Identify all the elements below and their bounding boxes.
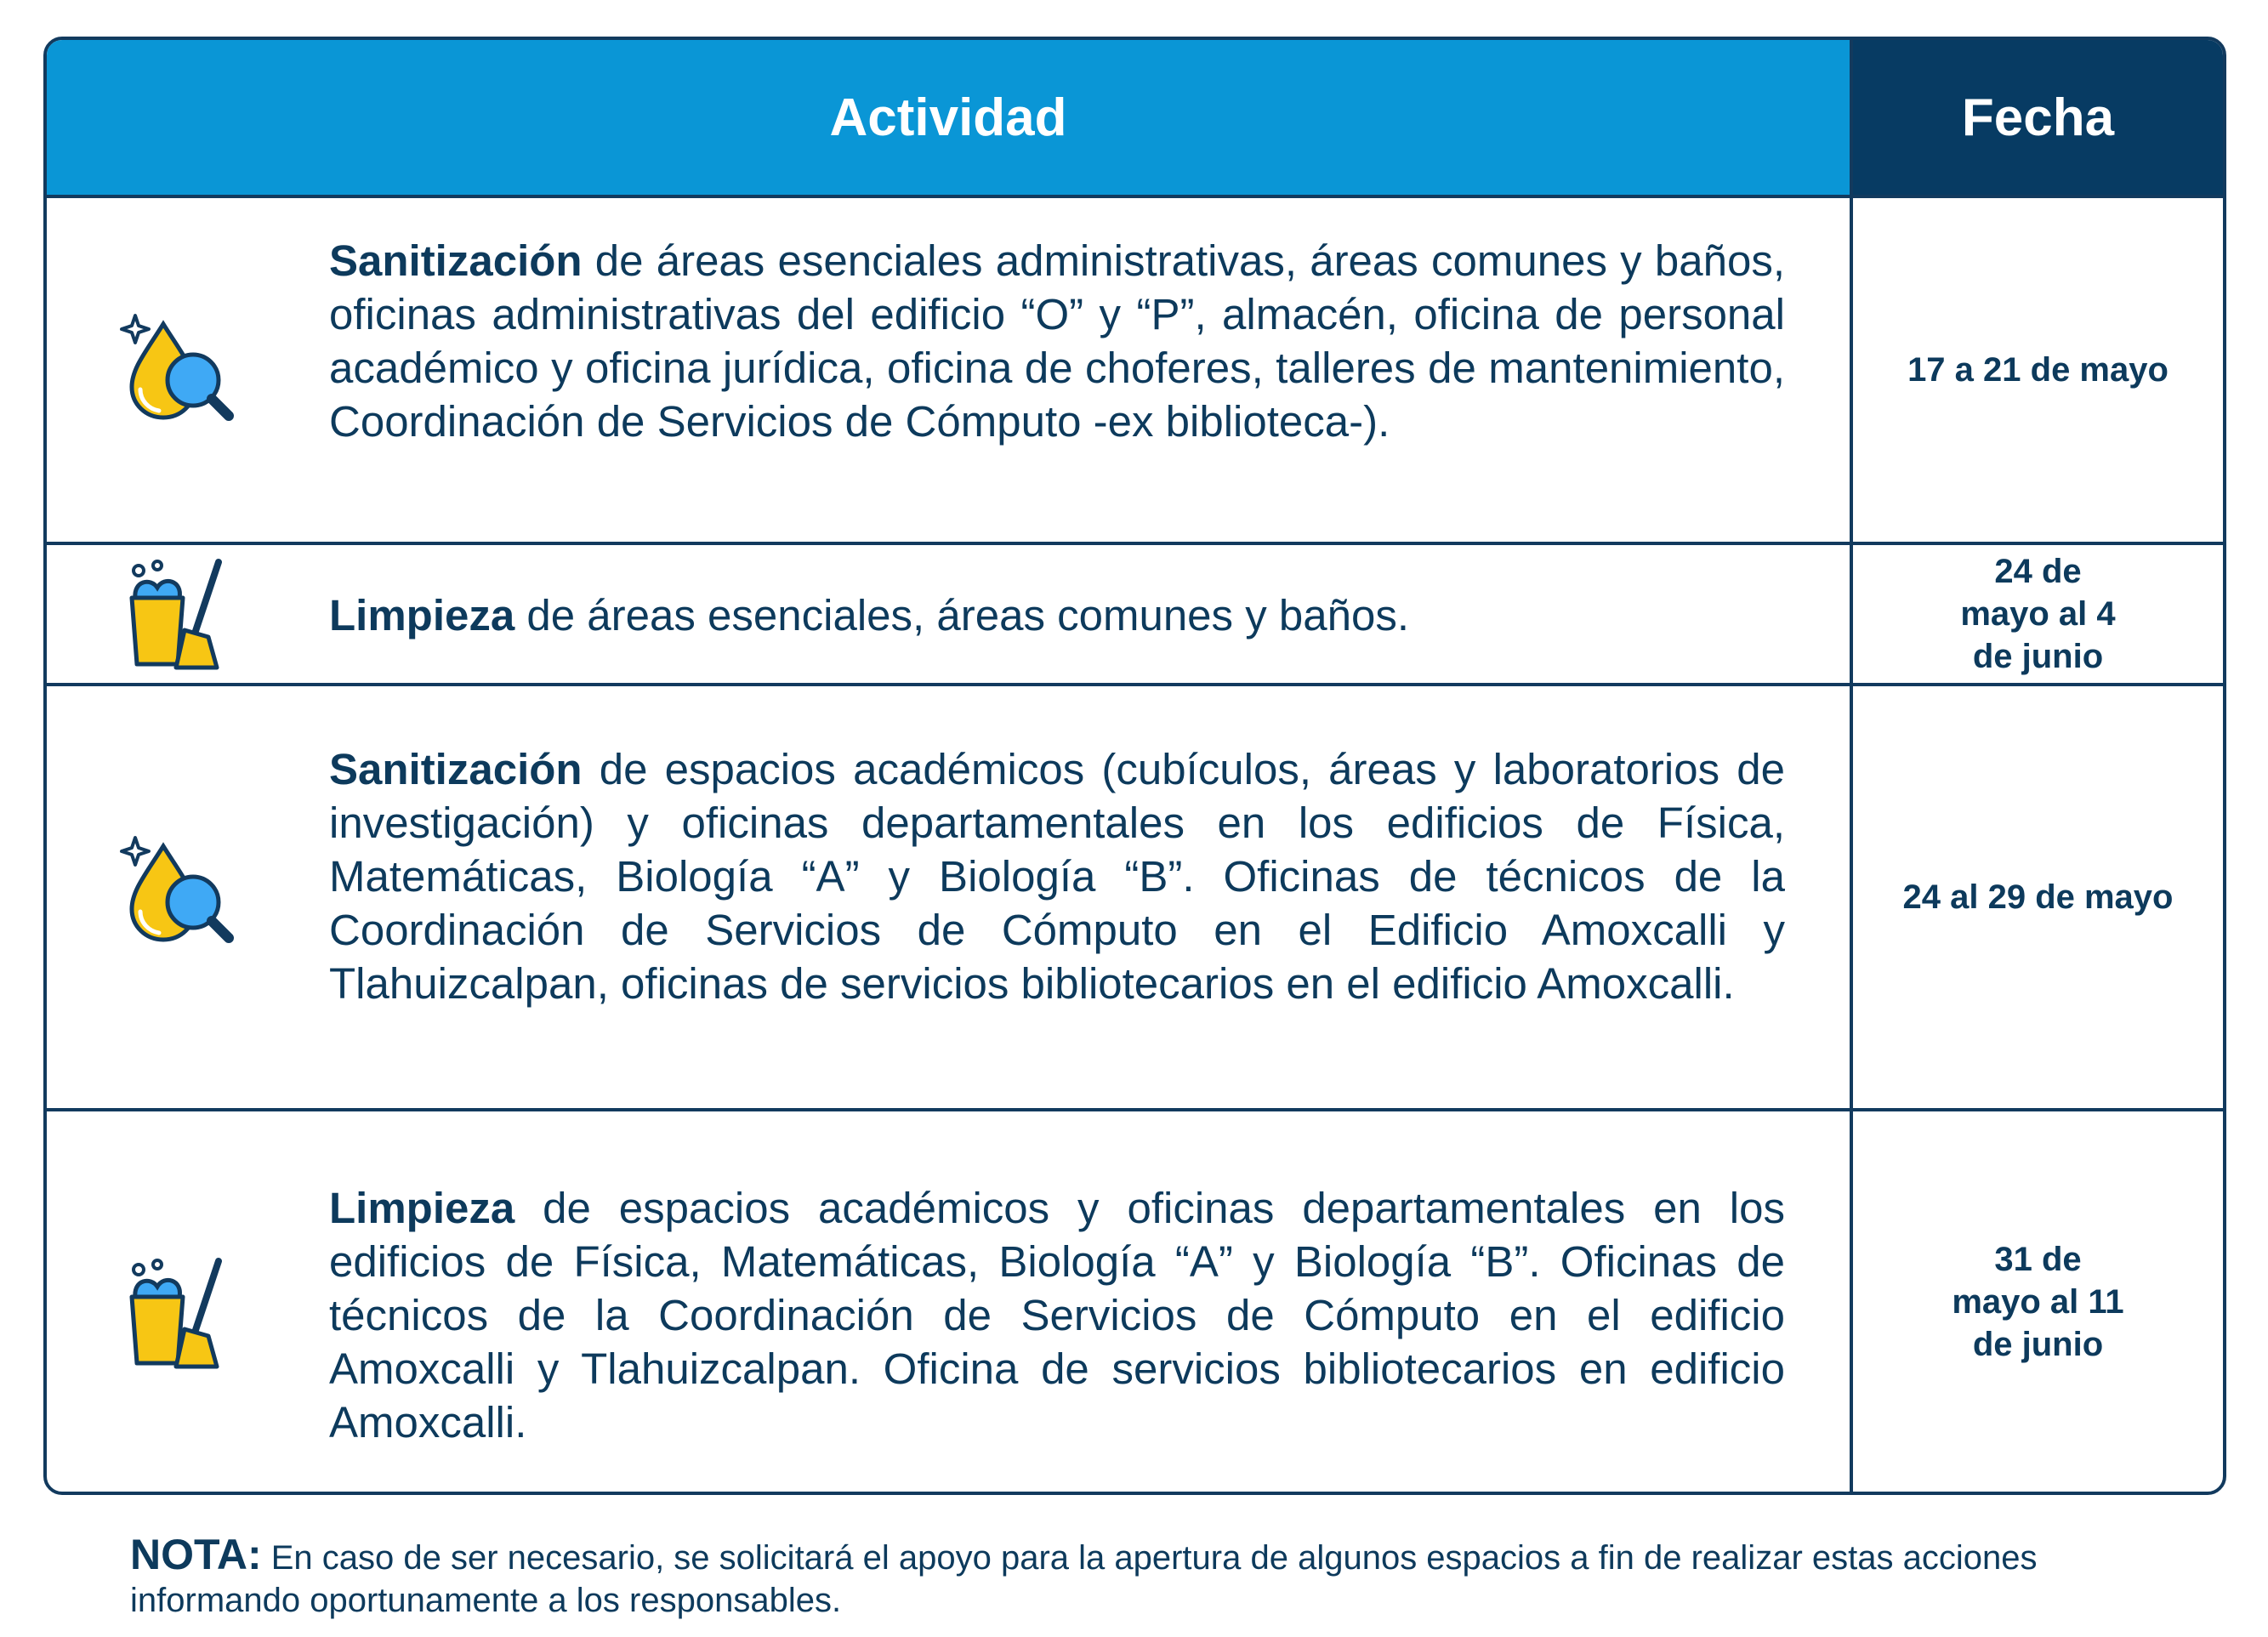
row-date: 24 de mayo al 4 de junio xyxy=(1960,553,2116,675)
row-date: 24 al 29 de mayo xyxy=(1902,878,2174,916)
note-label: NOTA: xyxy=(130,1531,262,1578)
table-row xyxy=(47,195,2223,542)
cleaning-bucket-broom-icon xyxy=(117,1254,236,1373)
row-description: Limpieza de áreas esenciales, áreas comunes y baños. xyxy=(329,591,1410,639)
row-description: Sanitización de espacios académicos (cubículos, áreas y laboratorios de investigación) y oficinas departamentales en los edificios de Física, Matemáticas, Biología “A” y Biología “B”. Oficinas de técnicos de la Coordinación de Servicios de Cómputo en el Edificio Amoxcalli y Tlahuizcalpan, oficinas de servicios bibliotecarios en el edificio Amoxcalli. xyxy=(329,745,1785,1008)
footnote xyxy=(130,1533,2188,1622)
table-row xyxy=(47,683,2223,1108)
row-description: Sanitización de áreas esenciales administrativas, áreas comunes y baños, oficinas administrativas del edificio “O” y “P”, almacén, oficina de personal académico y oficina jurídica, oficina de choferes, talleres de mantenimiento, Coordinación de Servicios de Cómputo -ex biblioteca-). xyxy=(329,236,1785,446)
row-date: 17 a 21 de mayo xyxy=(1907,351,2169,389)
schedule-table xyxy=(43,37,2226,1495)
note-text: En caso de ser necesario, se solicitará el apoyo para la apertura de algunos espacios a fin de realizar estas acciones informando oportunamente a los responsables. xyxy=(130,1539,2038,1619)
cleaning-bucket-broom-icon xyxy=(117,555,236,674)
row-description: Limpieza de espacios académicos y oficinas departamentales en los edificios de Física, Matemáticas, Biología “A” y Biología “B”. Oficinas de técnicos de la Coordinación de Servicios de Cómputo en el edificio Amoxcalli y Tlahuizcalpan. Oficina de servicios bibliotecarios en edificio Amoxcalli. xyxy=(329,1184,1785,1447)
table-row xyxy=(47,542,2223,683)
header-activity: Actividad xyxy=(47,40,1850,195)
header-date: Fecha xyxy=(1850,40,2223,195)
sanitize-drop-magnifier-icon xyxy=(117,831,236,950)
sanitize-drop-magnifier-icon xyxy=(117,309,236,428)
table-row xyxy=(47,1108,2223,1492)
row-date: 31 de mayo al 11 de junio xyxy=(1952,1240,2124,1363)
